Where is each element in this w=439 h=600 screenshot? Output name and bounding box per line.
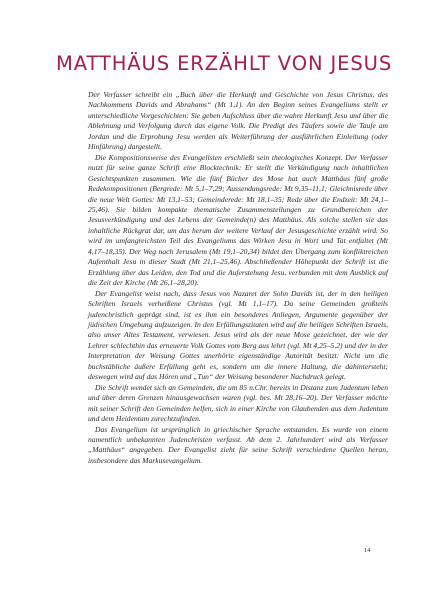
body-text <box>88 90 388 466</box>
page-number: 14 <box>364 547 371 554</box>
paragraph-2: Die Kompositionsweise des Evangelisten erschließt sein theologisches Konzept. Der Verfasser nutzt für seine ganze Schrift eine Blocktechnik: Er stellt die Verkündigung nach inhaltlichen Gesichtspunkten zusammen. Wie die fünf Bücher des Mose hat auch Matthäus fünf große Redekompositionen (Bergrede: Mt 5,1–7,29; Aussendungsrede: Mt 9,35–11,1; Gleichnisrede über die neue Welt Gottes: Mt 13,1–53; Gemeinderede: Mt 18,1–35; Rede über die Endzeit: Mt 24,1–25,46). Sie bilden kompakte thematische Zusammenstellungen zu Grundbereichen der Jesusverkündigung und des Lebens der Gemeinde(n) des Matthäus. Als solche stellen sie das inhaltliche Rückgrat dar, um das herum der weitere Verlauf der Jesusgeschichte erzählt wird. So wird im umfangreichsten Teil des Evangeliums das Wirken Jesu in Wort und Tat entfaltet (Mt 4,17–18,35). Der Weg nach Jerusalem (Mt 19,1–20,34) bildet den Übergang zum konfliktreichen Aufenthalt Jesu in dieser Stadt (Mt 21,1–25,46). Abschließender Höhepunkt der Schrift ist die Erzählung über das Leiden, den Tod und die Auferstehung Jesu, verbunden mit dem Ausblick auf die Zeit der Kirche (Mt 26,1–28,20). <box>88 152 388 288</box>
paragraph-1: Der Verfasser schreibt ein „Buch über die Herkunft und Geschichte von Jesus Christus, des Nachkommens Davids und Abrahams“ (Mt 1,1). An den Beginn seines Evangeliums stellt er unterschiedliche Vorgeschichten: Sie geben Aufschluss über die wahre Herkunft Jesu und über die Ablehnung und Verfolgung durch das eigene Volk. Die Predigt des Täufers sowie die Taufe am Jordan und die Erprobung Jesu werden als Weiterführung der ausführlichen Einleitung (oder Hinführung) dargestellt. <box>88 90 388 152</box>
paragraph-3: Der Evangelist weist nach, dass Jesus von Nazaret der Sohn Davids ist, der in den heiligen Schriften Israels verheißene Christus (vgl. Mt 1,1–17). Da seine Gemeinden großteils judenchristlich geprägt sind, ist es ihm ein besonderes Anliegen, Argumente gegenüber der jüdischen Umgebung aufzuzeigen. In den Erfüllungszitaten wird auf die heiligen Schriften Israels, also unser Altes Testament, verwiesen. Jesus wird als der neue Mose gezeichnet, der wie der Lehrer schlechthin das erneuerte Volk Gottes vom Berg aus lehrt (vgl. Mt 4,25–5,2) und der in der Interpretation der Weisung Gottes unerhörte eigenständige Autorität besitzt: Nicht um die buchstäbliche äußere Erfüllung geht es, sondern um die innere Haltung, die dahintersteht; deswegen wird auf das Hören und „Tun“ der Weisung besonderer Nachdruck gelegt. <box>88 288 388 382</box>
paragraph-5: Das Evangelium ist ursprünglich in griechischer Sprache entstanden. Es wurde von einem namentlich unbekannten Judenchristen verfasst. Ab dem 2. Jahrhundert wird als Verfasser „Matthäus“ angegeben. Der Evangelist zieht für seine Schrift verschiedene Quellen heran, insbesondere das Markusevangelium. <box>88 424 388 465</box>
page-title: MATTHÄUS ERZÄHLT VON JESUS <box>56 52 393 75</box>
paragraph-4: Die Schrift wendet sich an Gemeinden, die um 85 n.Chr. bereits in Distanz zum Judentum leben und über deren Grenzen hinausgewachsen waren (vgl. bes. Mt 28,16–20). Der Verfasser möchte mit seiner Schrift den Gemeinden helfen, sich in einer Kirche von Glaubenden aus dem Judentum und dem Heidentum zurechtzufinden. <box>88 382 388 424</box>
